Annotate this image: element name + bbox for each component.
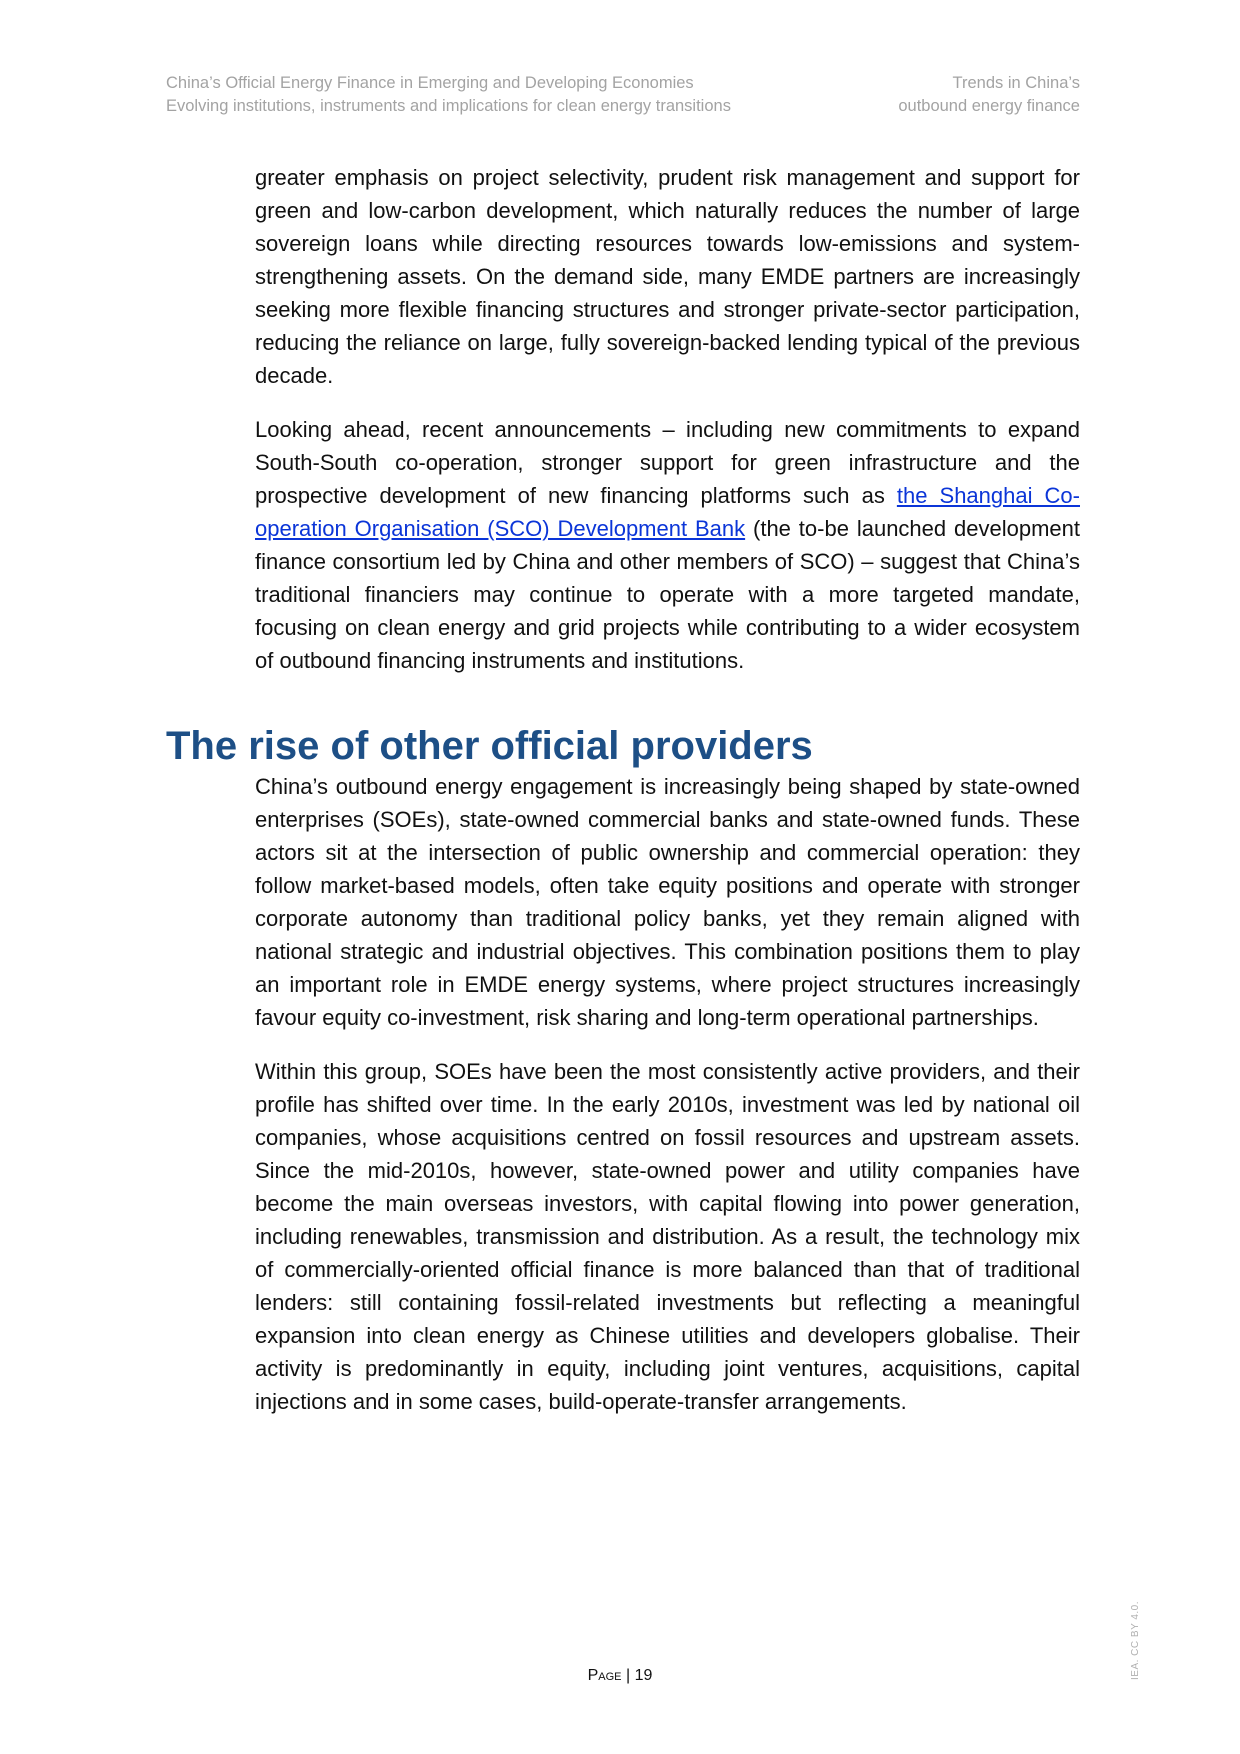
chapter-title-line1: Trends in China’s [952, 74, 1080, 92]
body-text-section [255, 770, 1080, 1439]
page-number [0, 1667, 1240, 1685]
paragraph: China’s outbound energy engagement is increasingly being shaped by state-owned enterprises (SOEs), state-owned commercial banks and state-owned funds. These actors sit at the intersection of public ownership and commercial operation: they follow market-based models, often take equity positions and operate with stronger corporate autonomy than traditional policy banks, yet they remain aligned with national strategic and industrial objectives. This combination positions them to play an important role in EMDE energy systems, where project structures increasingly favour equity co-investment, risk sharing and long-term operational partnerships. [255, 774, 1080, 1030]
paragraph-text: Looking ahead, recent announcements – including new commitments to expand South-South co-operation, stronger support for green infrastructure and the prospective development of new financing platforms such as [255, 417, 1080, 508]
paragraph: greater emphasis on project selectivity, prudent risk management and support for green and low-carbon development, which naturally reduces the number of large sovereign loans while directing resources towards low-emissions and system-strengthening assets. On the demand side, many EMDE partners are increasingly seeking more flexible financing structures and stronger private-sector participation, reducing the reliance on large, fully sovereign-backed lending typical of the previous decade. [255, 165, 1080, 388]
sco-development-bank-link[interactable]: the Shanghai Co-operation Organisation (SCO) Development Bank [255, 483, 1080, 541]
report-title: China’s Official Energy Finance in Emerging and Developing Economies [166, 74, 694, 92]
paragraph: Within this group, SOEs have been the most consistently active providers, and their profile has shifted over time. In the early 2010s, investment was led by national oil companies, whose acquisitions centred on fossil resources and upstream assets. Since the mid-2010s, however, state-owned power and utility companies have become the main overseas investors, with capital flowing into power generation, including renewables, transmission and distribution. As a result, the technology mix of commercially-oriented official finance is more balanced than that of traditional lenders: still containing fossil-related investments but reflecting a meaningful expansion into clean energy as Chinese utilities and developers globalise. Their activity is predominantly in equity, including joint ventures, acquisitions, capital injections and in some cases, build-operate-transfer arrangements. [255, 1059, 1080, 1414]
running-header-right [898, 72, 1080, 118]
license-notice: IEA. CC BY 4.0. [1130, 1600, 1141, 1680]
page-separator: | [625, 1667, 631, 1684]
page-label: Page [587, 1667, 622, 1684]
chapter-title-line2: outbound energy finance [898, 97, 1080, 115]
page-number-value: 19 [634, 1667, 653, 1684]
paragraph-text: (the to-be launched development finance consortium led by China and other members of SCO) – suggest that China’s traditional financiers may continue to operate with a more targeted mandate, focusing on clean energy and grid projects while contributing to a wider ecosystem of outbound financing instruments and institutions. [255, 516, 1080, 673]
body-text-top [255, 161, 1080, 698]
section-heading: The rise of other official providers [166, 724, 813, 768]
report-subtitle: Evolving institutions, instruments and implications for clean energy transitions [166, 97, 731, 115]
running-header-left [166, 72, 731, 118]
paragraph-with-link [255, 413, 1080, 677]
